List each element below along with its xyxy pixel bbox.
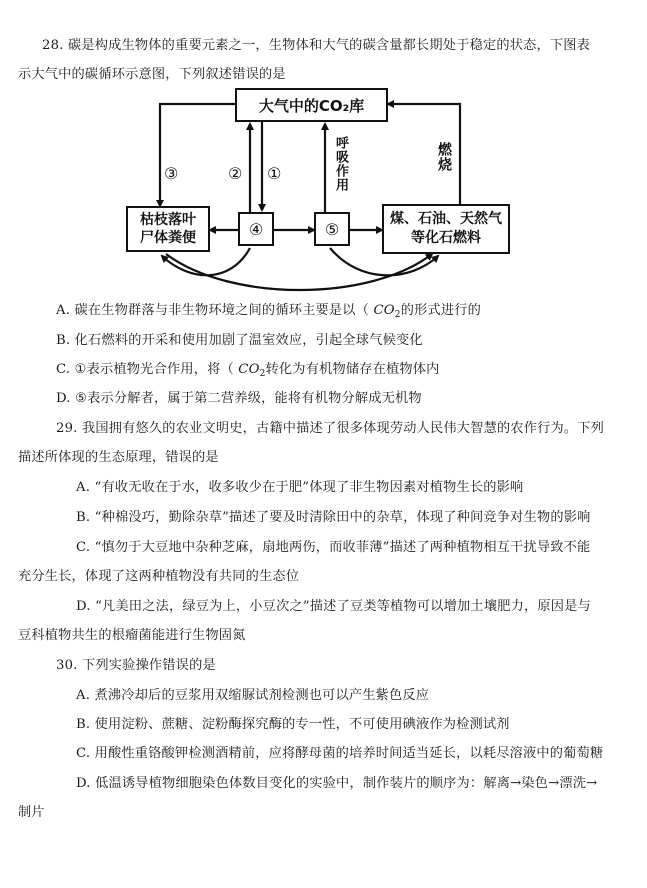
q30-option-d-line1: D. 低温诱导植物细胞染色体数目变化的实验中，制作装片的顺序为：解离→染色→漂洗→	[76, 776, 598, 791]
q30-option-b: B. 使用淀粉、蔗糖、淀粉酶探究酶的专一性，不可使用碘液作为检测试剂	[76, 717, 510, 732]
arrow-2-label: ②	[228, 164, 243, 183]
q29-option-c-line2: 充分生长，体现了这两种植物没有共同的生态位	[18, 569, 300, 584]
q28-option-b: B. 化石燃料的开采和使用加剧了温室效应，引起全球气候变化	[56, 333, 423, 348]
q29-option-c-line1: C. “慎勿于大豆地中杂种芝麻，扇地两伤，而收菲薄”描述了两种植物相互干扰导致不能	[76, 540, 591, 555]
q29-stem-line1: 29. 我国拥有悠久的农业文明史，古籍中描述了很多体现劳动人民伟大智慧的农作行为。下列	[56, 421, 605, 436]
fossil-fuel-box	[382, 204, 510, 254]
node-4-box: ④	[238, 212, 274, 246]
q29-option-d-line1: D. “凡美田之法，绿豆为上，小豆次之”描述了豆类等植物可以增加土壤肥力，原因是与	[76, 599, 591, 614]
q28-option-c-sub: 2	[259, 369, 266, 379]
q28-option-c	[56, 362, 440, 382]
q30-option-a: A. 煮沸冷却后的豆浆用双缩脲试剂检测也可以产生紫色反应	[76, 688, 430, 703]
curve-litter-to-fuel	[166, 254, 432, 290]
arrow-1-label: ①	[267, 164, 282, 183]
q28-option-c-post: 转化为有机物储存在植物体内	[265, 362, 440, 377]
q29-option-d-line2: 豆科植物共生的根瘤菌能进行生物固氮	[18, 628, 246, 643]
q28-option-c-co: CO	[238, 362, 260, 377]
arrow-3-label: ③	[164, 164, 179, 183]
q28-option-c-pre: C. ①表示植物光合作用，将（	[56, 362, 239, 377]
carbon-cycle-diagram	[120, 84, 540, 294]
node-5-box: ⑤	[314, 212, 350, 246]
q28-option-a-post: 的形式进行的	[400, 303, 482, 318]
q30-stem: 30. 下列实验操作错误的是	[56, 658, 216, 673]
respiration-label: 呼吸作用	[333, 136, 348, 192]
q28-stem-line2: 示大气中的碳循环示意图，下列叙述错误的是	[18, 67, 286, 82]
q29-option-a: A. “有收无收在于水，收多收少在于肥”体现了非生物因素对植物生长的影响	[76, 480, 524, 495]
burning-label: 燃烧	[436, 142, 452, 172]
q28-option-a-pre: A. 碳在生物群落与非生物环境之间的循环主要是以（	[56, 303, 374, 318]
q28-stem-line1: 28. 碳是构成生物体的重要元素之一，生物体和大气的碳含量都长期处于稳定的状态，下图表	[42, 38, 591, 53]
fuel-label-line2: 等化石燃料	[411, 230, 481, 246]
q28-option-a-co: CO	[373, 303, 395, 318]
atmosphere-co2-box: 大气中的CO₂库	[235, 88, 388, 122]
q30-option-c: C. 用酸性重铬酸钾检测酒精前，应将酵母菌的培养时间适当延长，以耗尽溶液中的葡萄糖	[76, 746, 604, 761]
litter-label-line2: 尸体粪便	[140, 230, 196, 246]
q29-stem-line2: 描述所体现的生态原理，错误的是	[18, 450, 219, 465]
arrow-3-path	[160, 104, 235, 206]
curve-node4-to-litter	[162, 248, 250, 275]
litter-box	[126, 206, 210, 252]
q29-option-b: B. “种棉没巧，勤除杂草”描述了要及时清除田中的杂草，体现了种间竞争对生物的影响	[76, 510, 591, 525]
q28-option-d: D. ⑤表示分解者，属于第二营养级，能将有机物分解成无机物	[56, 391, 422, 406]
q28-option-a	[56, 303, 481, 323]
q30-option-d-line2: 制片	[18, 805, 45, 820]
q28-option-a-sub: 2	[394, 310, 401, 320]
fuel-label-line1: 煤、石油、天然气	[390, 211, 502, 227]
litter-label-line1: 枯枝落叶	[140, 212, 196, 228]
